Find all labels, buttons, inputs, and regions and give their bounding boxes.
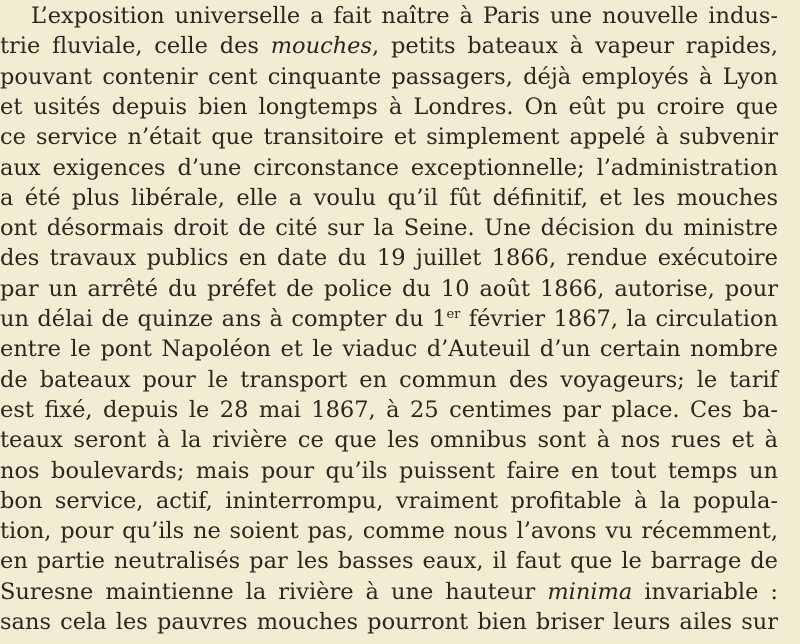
text-run: en partie neutralisés par les basses eaux, il faut que le barrage de bbox=[0, 548, 778, 575]
text-run: un délai de quinze ans à compter du 1 bbox=[0, 306, 447, 332]
text-run: de bateaux pour le transport en commun des voyageurs; le tarif bbox=[0, 366, 778, 393]
text-line bbox=[0, 30, 778, 62]
text-line bbox=[0, 576, 778, 608]
text-run: pouvant contenir cent cinquante passagers, déjà employés à Lyon bbox=[0, 63, 778, 90]
text-run: a été plus libérale, elle a voulu qu’il fût définitif, et les mouches bbox=[0, 184, 778, 211]
text-line bbox=[0, 303, 778, 335]
text-line bbox=[0, 121, 778, 153]
ordinal-superscript: er bbox=[446, 307, 461, 322]
text-run: Suresne maintienne la rivière à une hauteur bbox=[0, 578, 548, 605]
italic-term: minima bbox=[547, 578, 633, 605]
text-line bbox=[0, 61, 778, 93]
text-run: par un arrêté du préfet de police du 10 août 1866, autorise, pour bbox=[0, 275, 778, 302]
text-run: tion, pour qu’ils ne soient pas, comme nous l’avons vu récemment, bbox=[0, 518, 778, 545]
text-run: est fixé, depuis le 28 mai 1867, à 25 centimes par place. Ces ba- bbox=[0, 396, 778, 423]
text-run: L’exposition universelle a fait naître à Paris une nouvelle indus- bbox=[31, 3, 778, 29]
italic-term: mouches bbox=[270, 33, 373, 60]
text-line bbox=[0, 212, 778, 244]
text-run: bon service, actif, ininterrompu, vraiment profitable à la popula- bbox=[0, 487, 778, 514]
text-line bbox=[0, 485, 778, 517]
text-line bbox=[0, 333, 778, 365]
text-line bbox=[0, 455, 778, 487]
text-run: trie fluviale, celle des bbox=[0, 33, 271, 60]
text-run: ce service n’était que transitoire et simplement appelé à subvenir bbox=[0, 124, 778, 151]
text-line bbox=[0, 242, 778, 274]
text-run: des travaux publics en date du 19 juillet 1866, rendue exécutoire bbox=[0, 245, 778, 272]
text-run: et usités depuis bien longtemps à Londres. On eût pu croire que bbox=[0, 93, 778, 120]
text-line bbox=[0, 545, 778, 577]
text-line bbox=[0, 394, 778, 426]
text-run: nos boulevards; mais pour qu’ils puissent faire en tout temps un bbox=[0, 457, 778, 484]
text-run: février 1867, la circulation bbox=[460, 306, 778, 332]
text-line bbox=[0, 273, 778, 305]
text-line bbox=[0, 152, 778, 184]
text-run: , petits bateaux à vapeur rapides, bbox=[372, 33, 778, 60]
text-run: sans cela les pauvres mouches pourront bien briser leurs ailes sur bbox=[0, 609, 778, 635]
text-line bbox=[0, 606, 778, 638]
text-run: ont désormais droit de cité sur la Seine. Une décision du ministre bbox=[0, 215, 778, 242]
text-line bbox=[0, 424, 778, 456]
text-run: teaux seront à la rivière ce que les omnibus sont à nos rues et à bbox=[0, 427, 778, 454]
text-run: aux exigences d’une circonstance exceptionnelle; l’administration bbox=[0, 154, 778, 181]
text-line bbox=[0, 182, 778, 214]
text-line bbox=[0, 91, 778, 123]
text-run: entre le pont Napoléon et le viaduc d’Auteuil d’un certain nombre bbox=[0, 336, 778, 363]
text-line bbox=[31, 0, 778, 32]
text-line bbox=[0, 364, 778, 396]
text-run: invariable : bbox=[632, 578, 778, 605]
text-line bbox=[0, 515, 778, 547]
